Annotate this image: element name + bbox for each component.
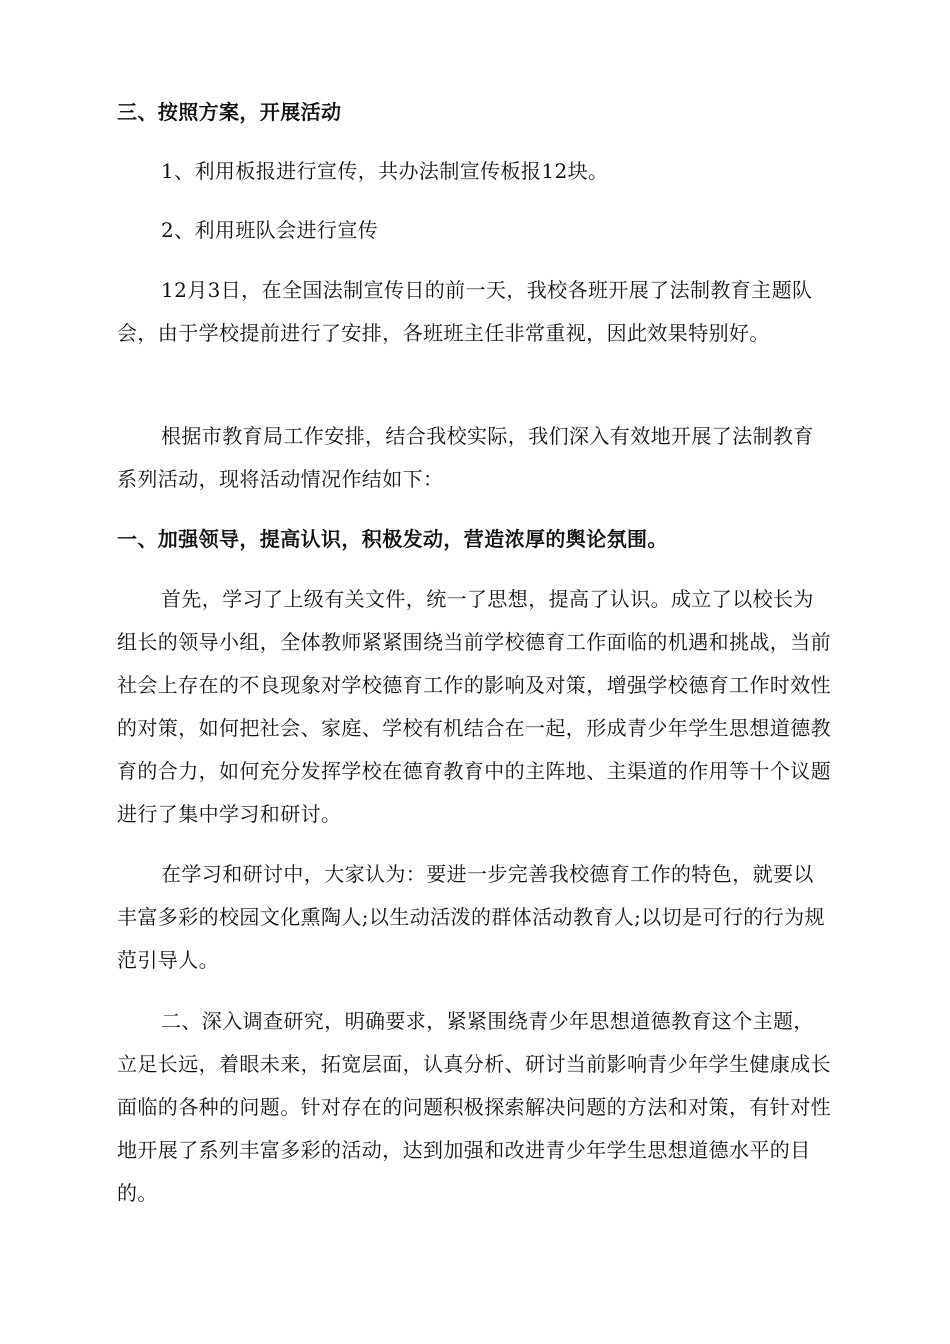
list-item-blackboard: 1、利用板报进行宣传，共办法制宣传板报12块。 [161,159,609,183]
section-heading-three: 三、按照方案，开展活动 [117,100,342,124]
paragraph-study-discussion: 在学习和研讨中，大家认为：要进一步完善我校德育工作的特色，就要以丰富多彩的校园文化熏陶人;以生动活泼的群体活动教育人;以切是可行的行为规范引导人。 [117,862,825,972]
paragraph-first: 首先，学习了上级有关文件，统一了思想，提高了认识。成立了以校长为组长的领导小组，全体教师紧紧围绕当前学校德育工作面临的机遇和挑战，当前社会上存在的不良现象对学校德育工作的影响及对策，增强学校德育工作时效性的对策，如何把社会、家庭、学校有机结合在一起，形成青少年学生思想道德教育的合力，如何充分发挥学校在德育教育中的主阵地、主渠道的作用等十个议题进行了集中学习和研讨。 [117,587,831,826]
paragraph-december-3: 12月3日，在全国法制宣传日的前一天，我校各班开展了法制教育主题队会，由于学校提前进行了安排，各班班主任非常重视，因此效果特别好。 [117,278,813,345]
section-heading-one: 一、加强领导，提高认识，积极发动，营造浓厚的舆论氛围。 [117,527,668,551]
paragraph-section-two: 二、深入调查研究，明确要求，紧紧围绕青少年思想道德教育这个主题，立足长远，着眼未来，拓宽层面，认真分析、研讨当前影响青少年学生健康成长面临的各种的问题。针对存在的问题积极探索解决问题的方法和对策，有针对性地开展了系列丰富多彩的活动，达到加强和改进青少年学生思想道德水平的目的。 [117,1009,831,1205]
paragraph-introduction: 根据市教育局工作安排，结合我校实际，我们深入有效地开展了法制教育系列活动，现将活动情况作结如下： [117,424,814,491]
list-item-class-meeting: 2、利用班队会进行宣传 [161,218,379,242]
